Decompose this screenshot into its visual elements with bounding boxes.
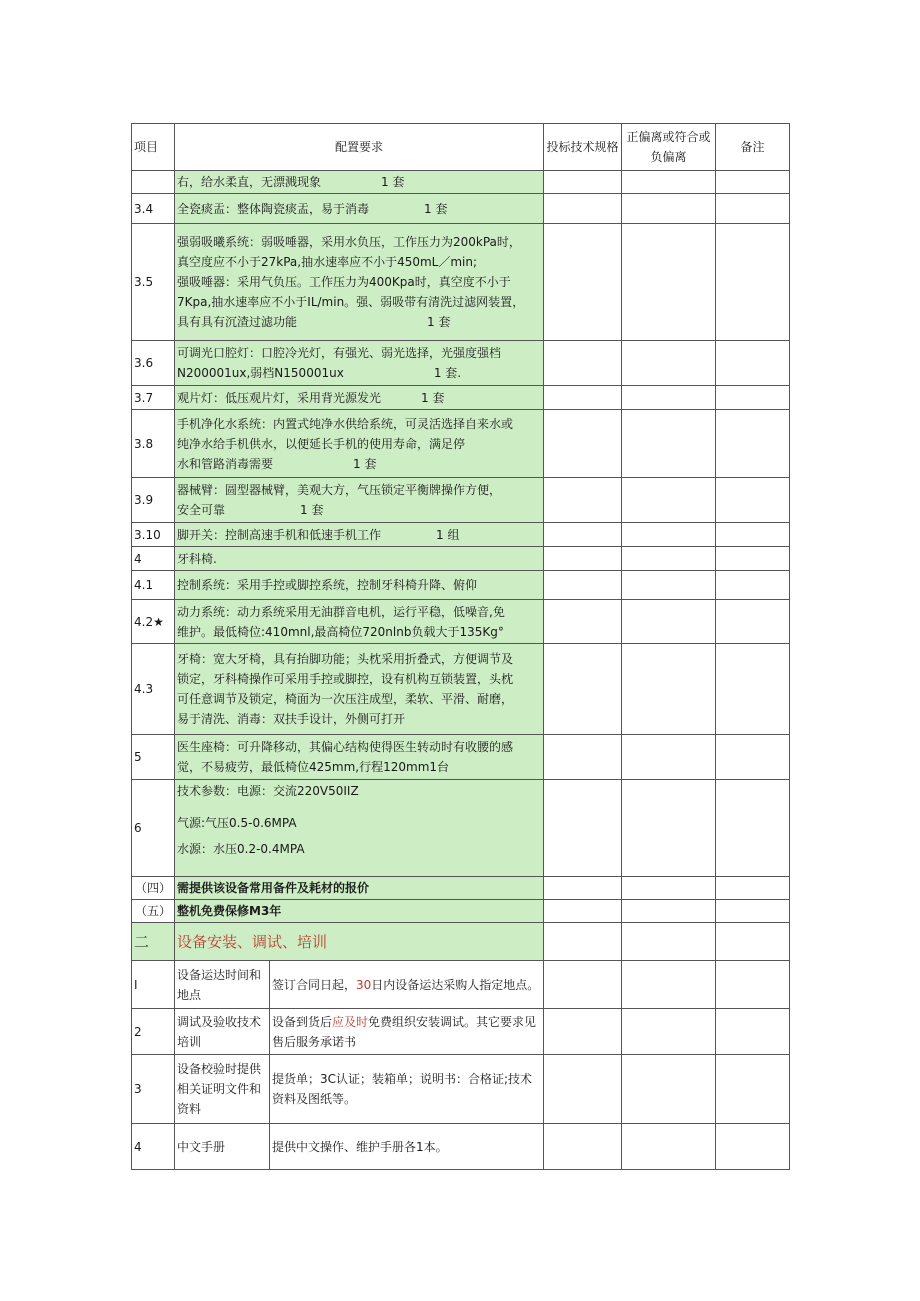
- row-desc: 设备到货后应及时免费组织安装调试。其它要求见售后服务承诺书: [270, 1009, 544, 1055]
- row-index: 6: [132, 780, 175, 877]
- remark-cell[interactable]: [716, 1055, 790, 1124]
- table-row: [132, 1009, 790, 1055]
- row-index: 3.8: [132, 410, 175, 478]
- row-config: [175, 478, 544, 523]
- row-index: 4.1: [132, 571, 175, 600]
- bid-spec-cell[interactable]: [544, 1009, 622, 1055]
- config-line: 右，给水柔直，无漂溅现象: [177, 175, 322, 189]
- deviation-cell[interactable]: [622, 410, 716, 478]
- deviation-cell[interactable]: [622, 900, 716, 923]
- config-line: 水和管路消毒需要: [177, 456, 274, 471]
- bid-spec-cell[interactable]: [544, 900, 622, 923]
- deviation-cell[interactable]: [622, 478, 716, 523]
- remark-cell[interactable]: [716, 1124, 790, 1170]
- deviation-cell[interactable]: [622, 877, 716, 900]
- row-index: 2: [132, 1009, 175, 1055]
- remark-cell[interactable]: [716, 547, 790, 571]
- deviation-cell[interactable]: [622, 961, 716, 1009]
- config-line: 强吸唾器：采用气负压。工作压力为400Kpa时，真空度不小于: [177, 275, 511, 289]
- remark-cell[interactable]: [716, 780, 790, 877]
- deviation-cell[interactable]: [622, 341, 716, 386]
- deviation-cell[interactable]: [622, 523, 716, 547]
- config-line: 可调光口腔灯：口腔冷光灯，有强光、弱光选择，光强度强档: [177, 346, 502, 360]
- config-line: 易于清洗、消毒：双扶手设计，外侧可打开: [177, 712, 406, 726]
- table-row: [132, 171, 790, 194]
- remark-cell[interactable]: [716, 600, 790, 644]
- highlight-text: 30: [356, 977, 372, 992]
- bid-spec-cell[interactable]: [544, 877, 622, 900]
- row-index: （五）: [132, 900, 175, 923]
- config-line: 锁定，牙科椅操作可采用手控或脚控，设有机构互锁装置，头枕: [177, 672, 514, 686]
- table-header-row: [132, 124, 790, 171]
- config-qty: 1 套.: [433, 366, 462, 380]
- table-row: [132, 600, 790, 644]
- remark-cell[interactable]: [716, 523, 790, 547]
- row-item: 设备运达时间和地点: [175, 961, 270, 1009]
- row-index: 3.9: [132, 478, 175, 523]
- config-line: 7Kpa,抽水速率应不小于IL/min。强、弱吸带有清洗过滤网装置，: [177, 295, 525, 309]
- table-row: [132, 224, 790, 341]
- row-index: 4.2★: [132, 600, 175, 644]
- config-line: 全瓷痰盂：整体陶瓷痰盂，易于消毒: [177, 201, 370, 216]
- deviation-cell[interactable]: [622, 644, 716, 735]
- row-config: [175, 780, 544, 877]
- row-index: 3.5: [132, 224, 175, 341]
- table-row: [132, 900, 790, 923]
- table-row: [132, 1055, 790, 1124]
- remark-cell[interactable]: [716, 224, 790, 341]
- config-line: 真空度应不小于27kPa,抽水速率应不小于450mL／min;: [177, 255, 478, 269]
- row-desc: 提货单；3C认证；装箱单；说明书：合格证;技术资料及图纸等。: [270, 1055, 544, 1124]
- row-config: [175, 600, 544, 644]
- section-title: 设备安装、调试、培训: [175, 923, 544, 961]
- row-index: 4: [132, 1124, 175, 1170]
- bid-spec-cell[interactable]: [544, 386, 622, 410]
- section-row: [132, 923, 790, 961]
- deviation-cell[interactable]: [622, 547, 716, 571]
- config-line: 强弱吸曦系统：弱吸唾器，采用水负压，工作压力为200kPa时，: [177, 235, 521, 249]
- config-line: 觉，不易疲劳，最低椅位425mm,行程120mm1台: [177, 760, 450, 774]
- row-desc: 签订合同日起，30日内设备运达采购人指定地点。: [270, 961, 544, 1009]
- bid-spec-cell[interactable]: [544, 923, 622, 961]
- deviation-cell[interactable]: [622, 224, 716, 341]
- table-row: [132, 194, 790, 224]
- bid-spec-cell[interactable]: [544, 600, 622, 644]
- header-bid-spec: 投标技术规格: [544, 124, 622, 171]
- bid-spec-cell[interactable]: [544, 478, 622, 523]
- table-row: [132, 571, 790, 600]
- config-qty: 1 套: [353, 456, 377, 471]
- config-qty: 1 套: [427, 315, 451, 329]
- config-qty: 1 组: [436, 527, 460, 542]
- row-config: 整机免费保修M3年: [175, 900, 544, 923]
- bid-spec-cell[interactable]: [544, 410, 622, 478]
- table-row: [132, 961, 790, 1009]
- table-row: [132, 547, 790, 571]
- remark-cell[interactable]: [716, 900, 790, 923]
- row-index: 3.10: [132, 523, 175, 547]
- config-line: 可任意调节及锁定，椅面为一次压注成型，柔软、平滑、耐磨，: [177, 692, 514, 706]
- bid-spec-cell[interactable]: [544, 961, 622, 1009]
- remark-cell[interactable]: [716, 961, 790, 1009]
- row-item: 设备校验时提供相关证明文件和资料: [175, 1055, 270, 1124]
- remark-cell[interactable]: [716, 194, 790, 224]
- row-index: I: [132, 961, 175, 1009]
- config-line: 气源:气压0.5-0.6MPA: [177, 816, 297, 830]
- config-line: 脚开关：控制高速手机和低速手机工作: [177, 527, 382, 542]
- row-config: [175, 171, 544, 194]
- config-line: 技术参数：电源：交流220V50IIZ: [177, 784, 359, 798]
- deviation-cell[interactable]: [622, 1124, 716, 1170]
- row-config: [175, 644, 544, 735]
- row-config: 控制系统：采用手控或脚控系统，控制牙科椅升降、俯仰: [175, 571, 544, 600]
- row-config: [175, 341, 544, 386]
- bid-spec-cell[interactable]: [544, 523, 622, 547]
- deviation-cell[interactable]: [622, 571, 716, 600]
- bid-spec-cell[interactable]: [544, 224, 622, 341]
- bid-spec-cell[interactable]: [544, 341, 622, 386]
- table-row: [132, 386, 790, 410]
- remark-cell[interactable]: [716, 478, 790, 523]
- deviation-cell[interactable]: [622, 386, 716, 410]
- row-index: 3.6: [132, 341, 175, 386]
- remark-cell[interactable]: [716, 410, 790, 478]
- config-line: 水源：水压0.2-0.4MPA: [177, 842, 305, 856]
- config-line: 医生座椅：可升降移动，其偏心结构使得医生转动时有收腰的感: [177, 740, 514, 754]
- table-row: [132, 523, 790, 547]
- bid-spec-cell[interactable]: [544, 735, 622, 780]
- config-qty: 1 套: [381, 175, 405, 189]
- config-line: N200001ux,弱档N150001ux: [177, 366, 344, 380]
- config-line: 维护。最低椅位:410mnl,最高椅位720nlnb负载大于135Kg°: [177, 624, 504, 639]
- row-config: 牙科椅.: [175, 547, 544, 571]
- config-line: 牙椅：宽大牙椅，具有抬脚功能；头枕采用折叠式，方便调节及: [177, 652, 514, 666]
- header-deviation: 正偏离或符合或负偏离: [622, 124, 716, 171]
- table-row: [132, 877, 790, 900]
- table-row: [132, 478, 790, 523]
- row-index: 5: [132, 735, 175, 780]
- config-line: 安全可靠: [177, 503, 226, 517]
- remark-cell[interactable]: [716, 923, 790, 961]
- table-row: [132, 780, 790, 877]
- remark-cell[interactable]: [716, 644, 790, 735]
- header-config: 配置要求: [175, 124, 544, 171]
- bid-spec-cell[interactable]: [544, 780, 622, 877]
- config-line: 观片灯：低压观片灯，采用背光源发光: [177, 390, 382, 405]
- remark-cell[interactable]: [716, 171, 790, 194]
- remark-cell[interactable]: [716, 1009, 790, 1055]
- row-item: 中文手册: [175, 1124, 270, 1170]
- row-index: 3.7: [132, 386, 175, 410]
- remark-cell[interactable]: [716, 877, 790, 900]
- row-index: 3: [132, 1055, 175, 1124]
- remark-cell[interactable]: [716, 386, 790, 410]
- config-line: 具有具有沉渣过滤功能: [177, 315, 298, 329]
- row-desc: 提供中文操作、维护手册各1本。: [270, 1124, 544, 1170]
- row-config: [175, 410, 544, 478]
- table-row: [132, 1124, 790, 1170]
- row-config: [175, 386, 544, 410]
- config-line: 纯净水给手机供水，以便延长手机的使用寿命，满足停: [177, 436, 466, 451]
- deviation-cell[interactable]: [622, 923, 716, 961]
- row-index: 3.4: [132, 194, 175, 224]
- deviation-cell[interactable]: [622, 1009, 716, 1055]
- bid-spec-cell[interactable]: [544, 547, 622, 571]
- bid-spec-cell[interactable]: [544, 571, 622, 600]
- row-config: [175, 224, 544, 341]
- header-remark: 备注: [716, 124, 790, 171]
- bid-spec-cell[interactable]: [544, 1124, 622, 1170]
- row-config: [175, 735, 544, 780]
- config-qty: 1 套: [424, 201, 448, 216]
- deviation-cell[interactable]: [622, 194, 716, 224]
- bid-spec-cell[interactable]: [544, 171, 622, 194]
- row-item: 调试及验收技术培训: [175, 1009, 270, 1055]
- config-line: 器械臂：圆型器械臂，美观大方，气压锁定平衡牌操作方便，: [177, 483, 502, 497]
- section-index: 二: [132, 923, 175, 961]
- header-item: 项目: [132, 124, 175, 171]
- deviation-cell[interactable]: [622, 735, 716, 780]
- row-index: 4.3: [132, 644, 175, 735]
- table-row: [132, 410, 790, 478]
- remark-cell[interactable]: [716, 735, 790, 780]
- bid-spec-cell[interactable]: [544, 194, 622, 224]
- row-config: [175, 194, 544, 224]
- deviation-cell[interactable]: [622, 1055, 716, 1124]
- config-line: 手机净化水系统：内置式纯净水供给系统，可灵活选择自来水或: [177, 416, 514, 431]
- config-qty: 1 套: [300, 503, 324, 517]
- table-row: [132, 644, 790, 735]
- config-qty: 1 套: [421, 390, 445, 405]
- remark-cell[interactable]: [716, 571, 790, 600]
- deviation-cell[interactable]: [622, 171, 716, 194]
- remark-cell[interactable]: [716, 341, 790, 386]
- config-line: 动力系统：动力系统采用无油群音电机，运行平稳，低噪音,免: [177, 604, 505, 619]
- table-row: [132, 341, 790, 386]
- deviation-cell[interactable]: [622, 780, 716, 877]
- bid-spec-cell[interactable]: [544, 644, 622, 735]
- row-index: 4: [132, 547, 175, 571]
- row-config: 需提供该设备常用备件及耗材的报价: [175, 877, 544, 900]
- deviation-cell[interactable]: [622, 600, 716, 644]
- table-row: [132, 735, 790, 780]
- highlight-text: 应及时: [332, 1014, 369, 1029]
- row-index: （四）: [132, 877, 175, 900]
- bid-spec-cell[interactable]: [544, 1055, 622, 1124]
- spec-table: [131, 123, 790, 1170]
- row-index: [132, 171, 175, 194]
- row-config: [175, 523, 544, 547]
